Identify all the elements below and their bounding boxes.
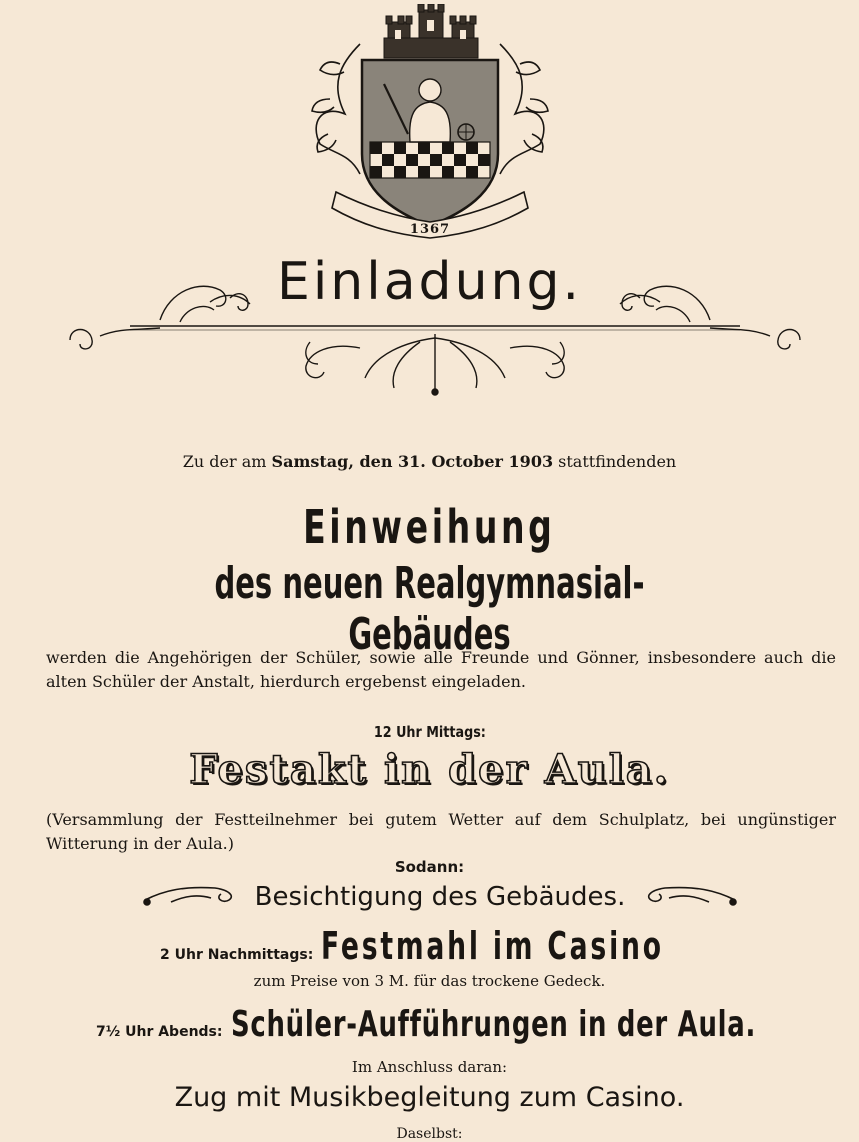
event-festmahl-note: zum Preise von 3 M. für das trockene Gedeck. <box>253 972 606 990</box>
sodann-label: Sodann: <box>394 858 465 876</box>
event-festakt: Festakt in der Aula. <box>189 746 670 793</box>
swash-left-icon <box>141 882 241 912</box>
event-festakt-note: (Versammlung der Festteilnehmer bei gutem Wetter auf dem Schulplatz, bei ungünstiger Witterung in der Aula.) <box>46 810 836 853</box>
event-besichtigung-row <box>140 882 740 912</box>
invitation-text: werden die Angehörigen der Schüler, sowie alle Freunde und Gönner, insbesondere auch die alten Schüler der Anstalt, hierdurch ergebenst eingeladen. <box>46 648 836 691</box>
crest-year: 1367 <box>409 222 451 237</box>
headline-einweihung: Einweihung <box>303 500 556 554</box>
time-noon: 12 Uhr Mittags: <box>373 723 486 741</box>
swash-right-icon <box>639 882 739 912</box>
intro-post: stattfindenden <box>553 452 677 471</box>
daselbst-label: Daselbst: <box>396 1126 463 1142</box>
headline-line-2 <box>0 558 859 660</box>
coat-of-arms-icon <box>300 4 560 242</box>
headline-building: des neuen Realgymnasial-Gebäudes <box>214 558 645 660</box>
intro-date: Samstag, den 31. October 1903 <box>271 452 554 471</box>
intro-pre: Zu der am <box>182 452 272 471</box>
anschluss-label: Im Anschluss daran: <box>351 1058 508 1076</box>
time-noon-line <box>0 722 859 741</box>
event-festmahl-row <box>160 924 811 968</box>
document-title: Einladung. <box>276 252 583 312</box>
event-auffuehrungen-row <box>96 1004 859 1045</box>
time-afternoon: 2 Uhr Nachmittags: <box>160 947 314 963</box>
event-besichtigung: Besichtigung des Gebäudes. <box>254 882 626 912</box>
event-festmahl: Festmahl im Casino <box>321 924 665 968</box>
event-auffuehrungen: Schüler-Aufführungen in der Aula. <box>230 1004 756 1045</box>
intro-line <box>0 452 859 471</box>
headline-line-1 <box>0 500 859 554</box>
time-evening: 7½ Uhr Abends: <box>96 1024 223 1040</box>
event-zug: Zug mit Musikbegleitung zum Casino. <box>174 1082 685 1113</box>
